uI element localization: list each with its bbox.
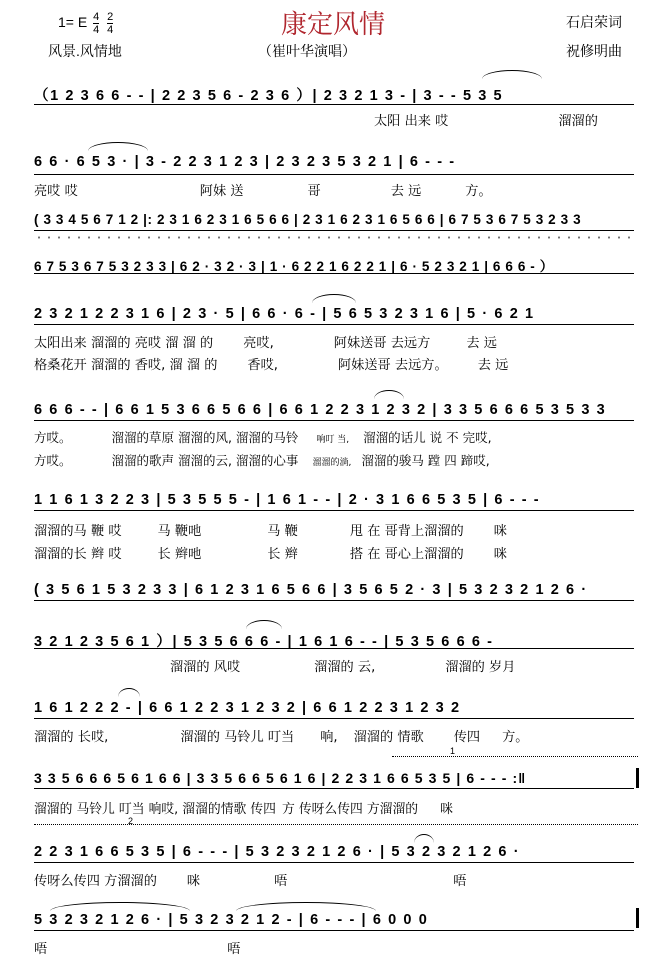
notation-line: 6 6 · 6 5 3 · | 3 - 2 2 3 1 2 3 | 2 3 2 3 5 3 2 1 | 6 - - - [34,154,456,170]
lyric-segment: 响, [320,730,338,745]
notation-line: 6 6 6 - - | 6 6 1 5 3 6 6 5 6 6 | 6 6 1 2 2 3 1 2 3 2 | 3 3 5 6 6 6 5 3 5 3 3 [34,402,607,418]
lyric-line [34,938,654,957]
lyric-segment: 溜溜的骏马 蹚 四 蹄哎, [361,453,490,468]
lyric-segment: 唔 [453,874,467,889]
lyric-line [34,656,654,675]
beam [34,104,634,105]
lyric-segment: 溜溜的 风哎 [170,660,241,675]
lyric-line [34,870,654,889]
lyric-segment: 哥 [307,184,321,199]
lyric-line [34,180,654,199]
lyric-line-verse-1 [34,332,654,351]
lyric-segment: 传四 [453,730,481,745]
lyric-segment: 溜溜的草原 溜溜的风, 溜溜的马铃 [111,430,299,445]
song-title: 康定风情 [280,10,385,40]
lyric-segment: 甩 在 哥背上溜溜的 [349,524,464,539]
beam [34,324,634,325]
lyric-segment: 唔 [34,942,48,957]
slur [482,70,542,79]
lyric-line [34,726,654,745]
beam [34,718,634,719]
lyric-segment: 溜溜的长 辫 哎 [34,547,122,562]
slur [236,902,376,911]
lyric-segment: 格桑花开 溜溜的 香哎, 溜 溜 的 [34,358,218,373]
lyric-segment: 溜溜的 情歌 [353,730,424,745]
lyric-segment: 方。 [502,730,529,745]
notation-line: ( 3 5 6 1 5 3 2 3 3 | 6 1 2 3 1 6 5 6 6 | 3 5 6 5 2 · 3 | 5 3 2 3 2 1 2 6 · [34,582,588,598]
composer: 祝修明曲 [566,43,622,59]
time-signature-2-4: $\frac{2}{4}$ [107,11,114,36]
slur [246,620,282,629]
lyric-segment: 阿妹送哥 去远方。 [337,358,448,373]
lyric-segment: 响叮 当, [316,435,350,445]
lyric-segment: 咪 [440,802,453,817]
time-signature-4-4: $\frac{4}{4}$ [93,11,100,36]
lyricist: 石启荣词 [566,14,622,30]
lyric-segment: 长 辫 [267,547,298,562]
lyric-line-verse-2 [34,451,654,469]
octave-dots [34,236,634,239]
lyric-segment: 去 远 [390,184,422,199]
repeat-end-barline [636,768,639,788]
lyric-line-verse-1 [34,520,654,539]
volta-1-bracket [392,756,638,757]
lyric-segment: 溜溜的歌声 溜溜的云, 溜溜的心事 [111,453,299,468]
lyric-segment: 太阳 出来 哎 [374,114,449,129]
lyric-segment: 去 远 [466,336,497,351]
volta-2-label: 2 [128,816,134,826]
lyric-segment: 咪 [493,547,507,562]
lyric-segment: 方 传呀么传四 方溜溜的 [281,802,419,817]
beam [34,174,634,175]
lyric-segment: 溜溜的 长哎, [34,730,109,745]
slur [414,834,434,843]
lyric-segment: 马 鞭吔 [157,524,202,539]
volta-1-label: 1 [450,746,456,756]
beam [34,862,634,863]
slur [50,902,190,911]
lyric-segment: 亮哎 哎 [34,184,78,199]
beam [34,420,634,421]
notation-line: 3 2 1 2 3 5 6 1 ）| 5 3 5 6 6 6 - | 1 6 1 6 - - | 5 3 5 6 6 6 - [34,634,494,650]
style-note: 风景.风情地 [48,43,122,59]
slur [374,390,404,399]
lyric-line [34,798,654,817]
lyric-segment: 唔 [274,874,288,889]
notation-line: 5 3 2 3 2 1 2 6 · | 5 3 2 3 2 1 2 - | 6 - - - | 6 0 0 0 [34,912,429,928]
lyric-segment: 方。 [465,184,492,199]
notation-line: （1 2 3 6 6 - - | 2 2 3 5 6 - 2 3 6 ）| 2 3 2 1 3 - | 3 - - 5 3 5 [34,88,504,104]
notation-line: 1 1 6 1 3 2 2 3 | 5 3 5 5 5 - | 1 6 1 - - | 2 · 3 1 6 6 5 3 5 | 6 - - - [34,492,541,508]
lyric-line-verse-2 [34,354,654,373]
notation-line: 2 3 2 1 2 2 3 1 6 | 2 3 · 5 | 6 6 · 6 - | 5 6 5 3 2 3 1 6 | 5 · 6 2 1 [34,306,535,322]
lyric-segment: 阿妹 送 [199,184,244,199]
lyric-segment: 溜溜的 岁月 [445,660,516,675]
lyric-segment: 方哎。 [34,453,72,468]
lyric-segment: 方哎。 [34,430,72,445]
lyric-segment: 长 辫吔 [157,547,202,562]
lyric-segment: 溜溜的话儿 说 不 完哎, [363,430,492,445]
final-barline [636,908,639,928]
beam [34,600,634,601]
lyric-segment: 马 鞭 [267,524,298,539]
lyric-line-verse-1 [34,428,654,446]
notation-line: 1 6 1 2 2 2 - | 6 6 1 2 2 3 1 2 3 2 | 6 6 1 2 2 3 1 2 3 2 [34,700,461,716]
notation-line: 2 2 3 1 6 6 5 3 5 | 6 - - - | 5 3 2 3 2 1 2 6 · | 5 3 2 3 2 1 2 6 · [34,844,521,860]
notation-line: ( 3 3 4 5 6 7 1 2 |: 2 3 1 6 2 3 1 6 5 6 6 | 2 3 1 6 2 3 1 6 5 6 6 | 6 7 5 3 6 7 5 3 2 3 3 [34,212,582,227]
slur [88,142,148,151]
lyric-segment: 阿妹送哥 去远方 [333,336,431,351]
lyric-segment: 搭 在 哥心上溜溜的 [349,547,464,562]
lyric-segment: 亮哎, [243,336,274,351]
beam [34,788,634,789]
lyric-segment: 传呀么传四 方溜溜的 [34,874,157,889]
lyric-segment: 去 远 [477,358,509,373]
beam [34,930,634,931]
singer: （崔叶华演唱） [258,43,356,59]
beam [34,230,634,231]
lyric-segment: 香哎, [247,358,278,373]
notation-line: 6 7 5 3 6 7 5 3 2 3 3 | 6 2 · 3 2 · 3 | 1 · 6 2 2 1 6 2 2 1 | 6 · 5 2 3 2 1 | 6 6 6 - ） [34,259,554,274]
lyric-segment: 太阳出来 溜溜的 亮哎 溜 溜 的 [34,336,214,351]
lyric-segment: 溜溜的马 鞭 哎 [34,524,122,539]
beam [34,273,634,274]
key-label: 1= E [58,14,88,31]
lyric-segment: 唔 [227,942,241,957]
lyric-segment: 咪 [493,524,507,539]
lyric-segment: 咪 [186,874,201,889]
lyric-segment: 溜溜的 [558,114,598,129]
lyric-line [34,110,654,129]
lyric-segment: 溜溜的淌, [312,458,352,468]
beam [34,510,634,511]
notation-line: 3 3 5 6 6 6 5 6 1 6 6 | 3 3 5 6 6 5 6 1 6 | 2 2 3 1 6 6 5 3 5 | 6 - - - :‖ [34,770,527,786]
beam [34,648,634,649]
lyric-segment: 溜溜的 马铃儿 叮当 响哎, 溜溜的情歌 传四 [34,802,276,817]
lyric-segment: 溜溜的 马铃儿 叮当 [180,730,295,745]
volta-2-bracket [34,824,638,825]
slur [312,294,356,303]
lyric-segment: 溜溜的 云, [314,660,376,675]
slur [118,688,140,697]
lyric-line-verse-2 [34,543,654,562]
